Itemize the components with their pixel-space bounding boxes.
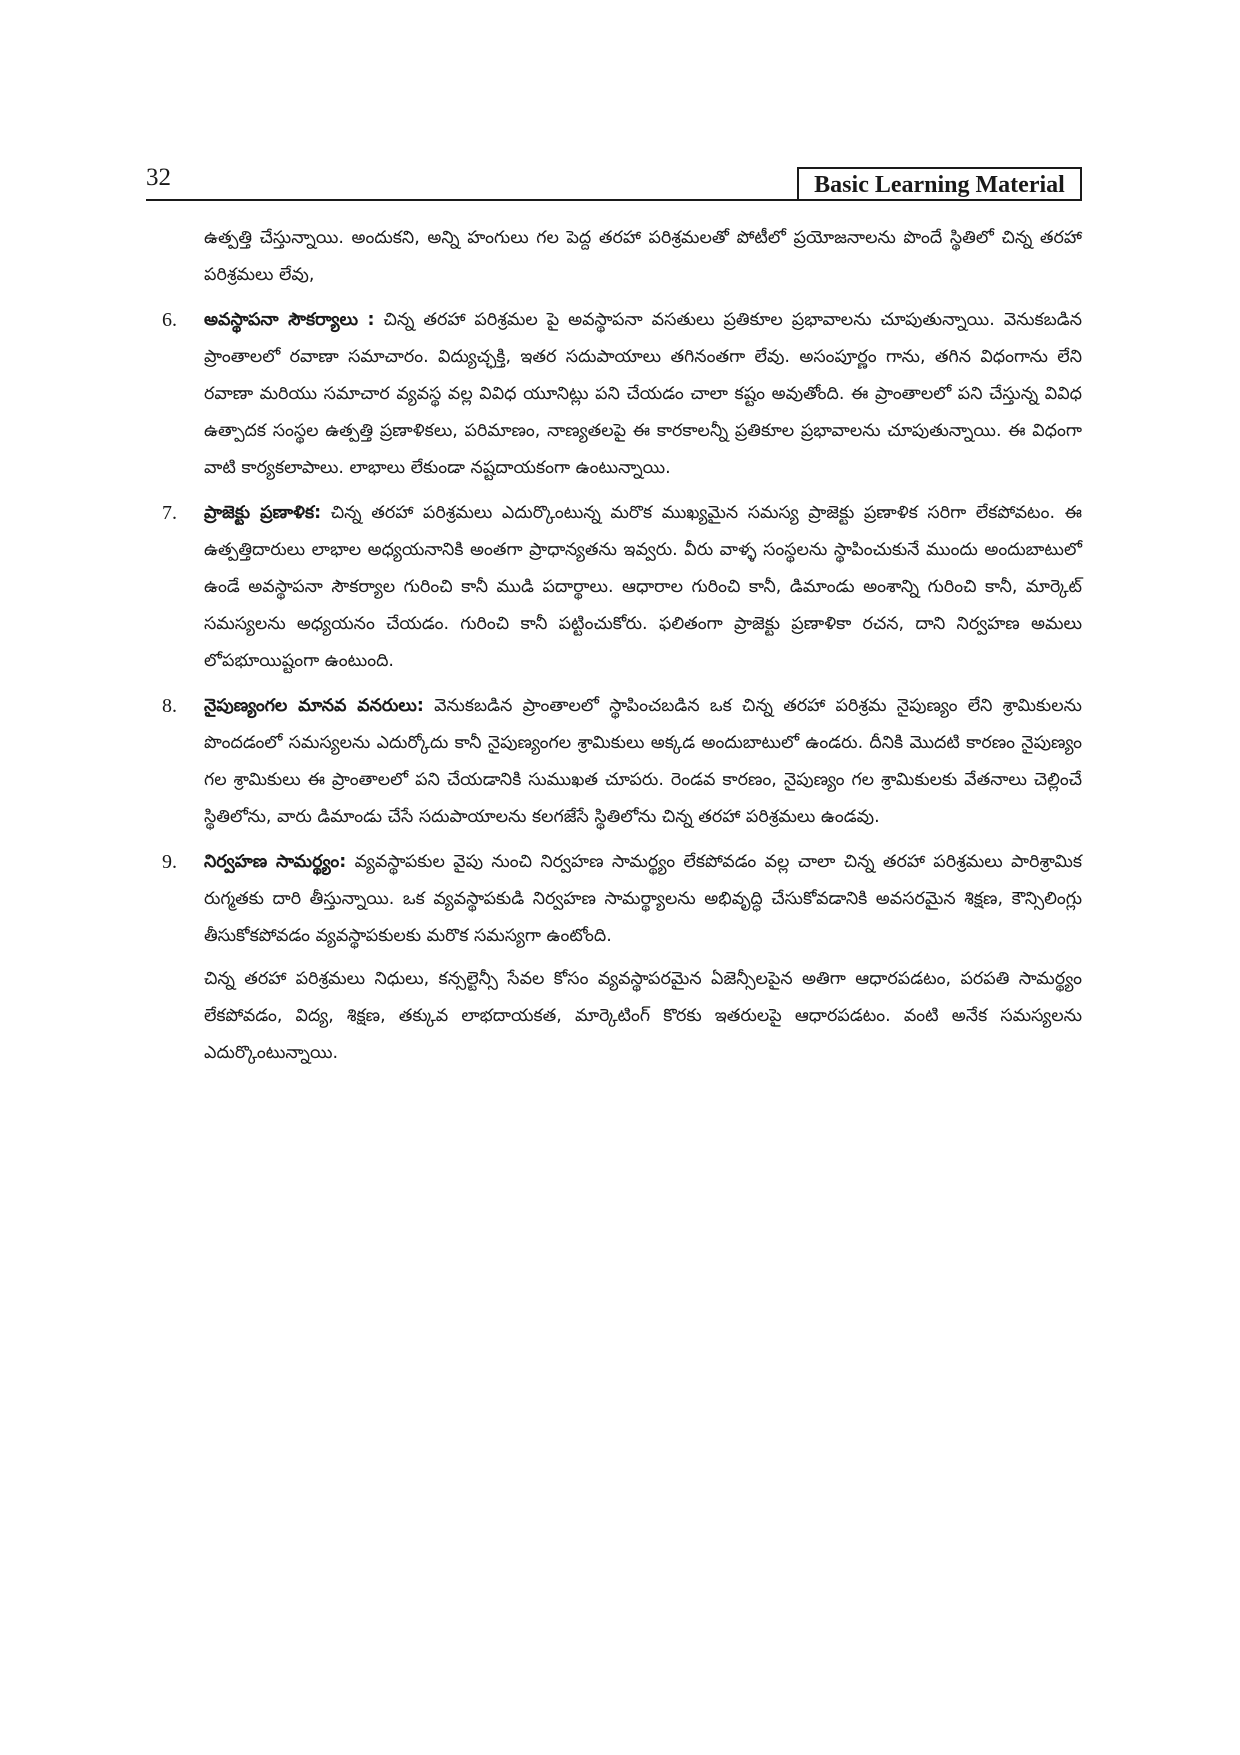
item-body bbox=[204, 688, 1082, 836]
item-number: 6. bbox=[162, 309, 177, 331]
list-item bbox=[146, 302, 1082, 487]
page-number: 32 bbox=[146, 164, 171, 191]
item-term: నిర్వహణ సామర్థ్యం: bbox=[204, 852, 347, 872]
item-text: చిన్న తరహా పరిశ్రమల పై అవస్థాపనా వసతులు ప్రతికూల ప్రభావాలను చూపుతున్నాయి. వెనుకబడిన ప్రాంతాలలో రవాణా సమాచారం. విద్యుచ్ఛక్తి, ఇతర సదుపాయాలు తగినంతగా లేవు. అసంపూర్ణం గాను, తగిన విధంగాను లేని రవాణా మరియు సమాచార వ్యవస్థ వల్ల వివిధ యూనిట్లు పని చేయడం చాలా కష్టం అవుతోంది. ఈ ప్రాంతాలలో పని చేస్తున్న వివిధ ఉత్పాదక సంస్థల ఉత్పత్తి ప్రణాళికలు, పరిమాణం, నాణ్యతలపై ఈ కారకాలన్నీ ప్రతికూల ప్రభావాలను చూపుతున్నాయి. ఈ విధంగా వాటి కార్యకలాపాలు. లాభాలు లేకుండా నష్టదాయకంగా ఉంటున్నాయి. bbox=[204, 310, 1082, 478]
item-number: 8. bbox=[162, 695, 177, 717]
item-text: వెనుకబడిన ప్రాంతాలలో స్థాపించబడిన ఒక చిన్న తరహా పరిశ్రమ నైపుణ్యం లేని శ్రామికులను పొందడంలో సమస్యలను ఎదుర్కోదు కానీ నైపుణ్యంగల శ్రామికులు అక్కడ అందుబాటులో ఉండరు. దీనికి మొదటి కారణం నైపుణ్యం గల శ్రామికులు ఈ ప్రాంతాలలో పని చేయడానికి సుముఖత చూపరు. రెండవ కారణం, నైపుణ్యం గల శ్రామికులకు వేతనాలు చెల్లించే స్థితిలోను, వారు డిమాండు చేసే సదుపాయాలను కలగజేసే స్థితిలోను చిన్న తరహా పరిశ్రమలు ఉండవు. bbox=[204, 696, 1082, 827]
item-term: నైపుణ్యంగల మానవ వనరులు: bbox=[204, 696, 424, 716]
item-text: చిన్న తరహా పరిశ్రమలు ఎదుర్కొంటున్న మరొక ముఖ్యమైన సమస్య ప్రాజెక్టు ప్రణాళిక సరిగా లేకపోవటం. ఈ ఉత్పత్తిదారులు లాభాల అధ్యయనానికి అంతగా ప్రాధాన్యతను ఇవ్వరు. వీరు వాళ్ళ సంస్థలను స్థాపించుకునే ముందు అందుబాటులో ఉండే అవస్థాపనా సౌకర్యాల గురించి కానీ ముడి పదార్థాలు. ఆధారాల గురించి కానీ, డిమాండు అంశాన్ని గురించి కానీ, మార్కెట్ సమస్యలను అధ్యయనం చేయడం. గురించి కానీ పట్టించుకోరు. ఫలితంగా ప్రాజెక్టు ప్రణాళికా రచన, దాని నిర్వహణ అమలు లోపభూయిష్టంగా ఉంటుంది. bbox=[204, 503, 1082, 671]
closing-paragraph: చిన్న తరహా పరిశ్రమలు నిధులు, కన్సల్టెన్సీ సేవల కోసం వ్యవస్థాపరమైన ఏజెన్సీలపైన అతిగా ఆధారపడటం, పరపతి సామర్థ్యం లేకపోవడం, విద్య, శిక్షణ, తక్కువ లాభదాయకత, మార్కెటింగ్ కొరకు ఇతరులపై ఆధారపడటం. వంటి అనేక సమస్యలను ఎదుర్కొంటున్నాయి. bbox=[204, 969, 1082, 1063]
item-body bbox=[204, 302, 1082, 487]
list-item bbox=[146, 688, 1082, 836]
running-header-title: Basic Learning Material bbox=[797, 167, 1082, 201]
page-content bbox=[146, 220, 1082, 1072]
item-term: ప్రాజెక్టు ప్రణాళిక: bbox=[204, 503, 322, 523]
header-rule bbox=[146, 199, 1082, 201]
item-text: వ్యవస్థాపకుల వైపు నుంచి నిర్వహణ సామర్థ్యం లేకపోవడం వల్ల చాలా చిన్న తరహా పరిశ్రమలు పారిశ్రామిక రుగ్మతకు దారి తీస్తున్నాయి. ఒక వ్యవస్థాపకుడి నిర్వహణ సామర్థ్యాలను అభివృద్ధి చేసుకోవడానికి అవసరమైన శిక్షణ, కౌన్సిలింగ్లు తీసుకోకపోవడం వ్యవస్థాపకులకు మరొక సమస్యగా ఉంటోంది. bbox=[204, 852, 1082, 946]
item-number: 9. bbox=[162, 851, 177, 873]
list-item bbox=[146, 495, 1082, 680]
intro-paragraph: ఉత్పత్తి చేస్తున్నాయి. అందుకని, అన్ని హంగులు గల పెద్ద తరహా పరిశ్రమలతో పోటీలో ప్రయోజనాలను పొందే స్థితిలో చిన్న తరహా పరిశ్రమలు లేవు, bbox=[204, 228, 1082, 285]
item-body bbox=[204, 844, 1082, 955]
item-number: 7. bbox=[162, 502, 177, 524]
item-term: అవస్థాపనా సౌకర్యాలు : bbox=[204, 310, 375, 330]
item-body bbox=[204, 495, 1082, 680]
list-item bbox=[146, 844, 1082, 955]
